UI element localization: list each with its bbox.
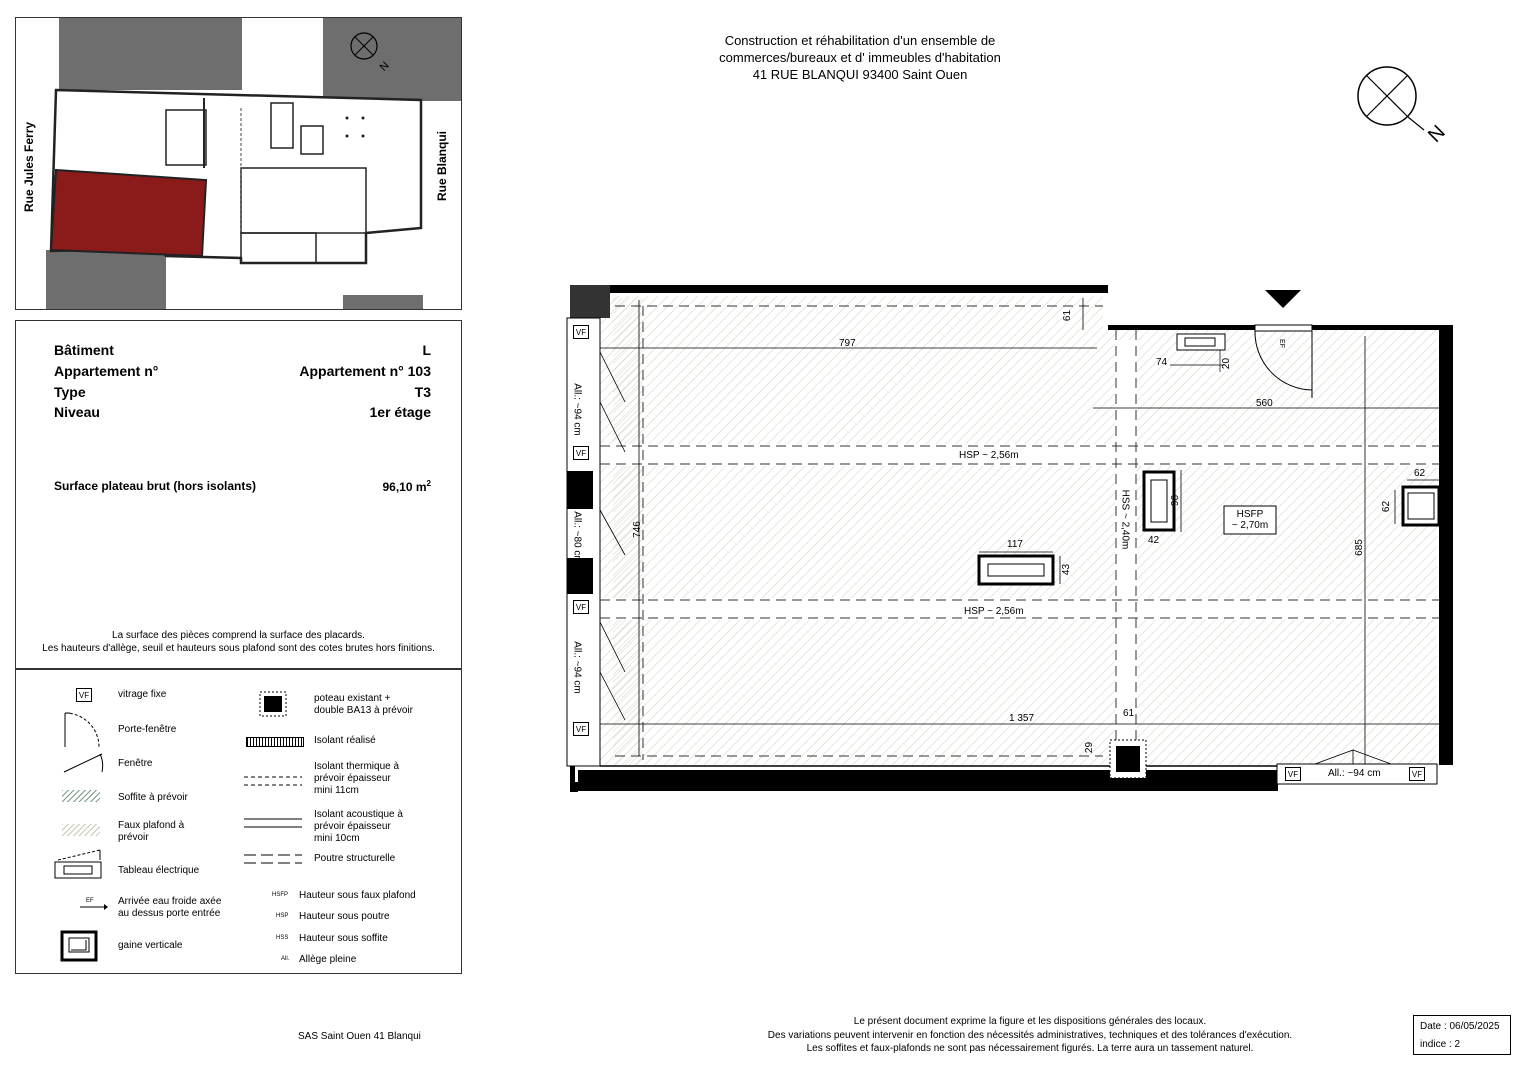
info-value-type: T3 — [414, 384, 431, 400]
allege-left-1: All.: ~94 cm — [571, 383, 583, 436]
apartment-info-panel — [15, 320, 462, 669]
hsp-label-bottom: HSP ~ 2,56m — [964, 606, 1024, 617]
legend-left-label-1: Porte-fenêtre — [118, 724, 177, 735]
legend-right-label-4: Poutre structurelle — [314, 853, 396, 864]
abbr-code-hss: HSS — [276, 935, 289, 941]
allege-bottom: All.: ~94 cm — [1328, 768, 1381, 779]
footer-line-2: Des variations peuvent intervenir en fonction des nécessités administratives, techniques et des tolérances d'exécution. — [767, 1029, 1293, 1041]
legend-right-label-3: Isolant acoustique à prévoir épaisseur mini 10cm — [314, 809, 403, 844]
door-icon — [62, 710, 102, 750]
header-line-2: commerces/bureaux et d' immeubles d'habitation — [719, 50, 1001, 65]
footer-line-1: Le présent document exprime la figure et les dispositions générales des locaux. — [853, 1016, 1207, 1027]
compass-icon — [1352, 64, 1452, 148]
legend-left-label-3: Soffite à prévoir — [118, 792, 188, 803]
header-title — [660, 32, 1060, 83]
false-ceiling-hatch-icon — [62, 824, 100, 836]
legend-left-label-2: Fenêtre — [118, 758, 153, 769]
dim-797: 797 — [839, 338, 856, 349]
dim-1357: 1 357 — [1009, 713, 1035, 724]
vertical-shaft-icon — [60, 930, 98, 962]
info-label-niveau: Niveau — [54, 404, 100, 420]
floor-plan — [555, 280, 1465, 800]
dim-20: 20 — [1221, 357, 1233, 370]
allege-left-2: All.: ~94 cm — [571, 641, 583, 694]
abbr-label-hsfp: Hauteur sous faux plafond — [299, 890, 416, 901]
dim-685: 685 — [1353, 539, 1365, 556]
abbr-label-hsp: Hauteur sous poutre — [299, 911, 390, 922]
abbr-code-hsp: HSP — [276, 913, 289, 919]
legend-left-label-4: Faux plafond à prévoir — [118, 820, 185, 843]
date-label: Date : 06/05/2025 — [1420, 1021, 1500, 1032]
dim-61-bottom: 61 — [1123, 708, 1135, 719]
abbr-code-hsfp: HSFP — [272, 892, 289, 898]
soffit-hatch-icon — [62, 790, 100, 802]
info-note-2: Les hauteurs d'allège, seuil et hauteurs sous plafond sont des cotes brutes hors finitions. — [42, 643, 435, 654]
street-label-left: Rue Jules Ferry — [22, 121, 36, 212]
info-value-niveau: 1er étage — [369, 404, 431, 420]
cold-water-arrow-icon — [78, 902, 108, 912]
hsfp-label-line-2: ~ 2,70m — [1231, 520, 1269, 531]
surface-value: 96,10 $m^2$ — [382, 479, 431, 494]
info-label-appartement: Appartement n° — [54, 363, 159, 379]
legend-left-label-0: vitrage fixe — [118, 689, 167, 700]
dim-117: 117 — [1007, 539, 1023, 550]
date-box — [1413, 1015, 1511, 1055]
site-plan-panel — [15, 17, 462, 310]
footer-company: SAS Saint Ouen 41 Blanqui — [298, 1031, 421, 1042]
hsfp-label-line-1: HSFP — [1236, 509, 1264, 520]
electrical-panel-icon — [54, 848, 104, 880]
hss-label: HSS ~ 2,40m — [1119, 489, 1131, 550]
vf-icon: VF — [76, 688, 92, 702]
legend-right-label-0: poteau existant + double BA13 à prévoir — [314, 693, 413, 716]
abbr-code-all: All. — [281, 956, 290, 962]
dim-43: 43 — [1061, 563, 1073, 576]
svg-text:N: N — [377, 59, 392, 74]
abbr-label-all: Allège pleine — [299, 954, 357, 965]
dim-746: 746 — [631, 521, 643, 538]
allege-left-mid: All.: ~80 cm — [571, 511, 583, 564]
dim-96: 96 — [1170, 494, 1182, 507]
hsp-label-top: HSP ~ 2,56m — [959, 450, 1019, 461]
dim-74: 74 — [1156, 357, 1168, 368]
info-value-batiment: L — [422, 342, 431, 358]
header-line-1: Construction et réhabilitation d'un ensemble de — [724, 33, 996, 48]
index-label: indice : 2 — [1420, 1039, 1461, 1050]
footer-line-3: Les soffites et faux-plafonds ne sont pas nécessairement figurés. La terre aura un tassement naturel. — [806, 1043, 1254, 1054]
ef-tag: EF — [1277, 339, 1285, 348]
beam-icon — [244, 852, 304, 866]
info-value-appartement: Appartement n° 103 — [299, 363, 431, 379]
header-line-3: 41 RUE BLANQUI 93400 Saint Ouen — [752, 67, 968, 82]
north-label: N — [1423, 121, 1450, 147]
dim-29: 29 — [1084, 741, 1096, 754]
insulation-done-icon — [246, 737, 304, 747]
legend-right-label-2: Isolant thermique à prévoir épaisseur mini 11cm — [314, 761, 400, 796]
dim-61-top: 61 — [1062, 309, 1074, 322]
acoustic-insulation-icon — [244, 816, 304, 830]
surface-label: Surface plateau brut (hors isolants) — [54, 479, 257, 493]
vf-tag-left-3: VF — [573, 600, 589, 614]
post-icon — [258, 690, 288, 718]
ef-label: EF — [86, 898, 94, 904]
street-label-right: Rue Blanqui — [435, 131, 449, 202]
legend-panel — [15, 669, 462, 974]
dim-62-top: 62 — [1414, 468, 1426, 479]
footer-disclaimer — [700, 1015, 1360, 1056]
legend-left-label-7: gaine verticale — [118, 940, 183, 951]
vf-tag-bottom-1: VF — [1285, 767, 1301, 781]
site-plan-drawing — [16, 18, 462, 310]
vf-tag-left-2: VF — [573, 446, 589, 460]
info-note-1: La surface des pièces comprend la surface des placards. — [112, 630, 365, 641]
abbr-label-hss: Hauteur sous soffite — [299, 933, 388, 944]
legend-left-label-5: Tableau électrique — [118, 865, 200, 876]
info-label-type: Type — [54, 384, 86, 400]
window-icon — [62, 750, 106, 774]
vf-tag-left-4: VF — [573, 722, 589, 736]
legend-right-label-1: Isolant réalisé — [314, 735, 376, 746]
hsfp-label — [1224, 509, 1276, 531]
dim-42: 42 — [1148, 535, 1160, 546]
vf-tag-left-1: VF — [573, 325, 589, 339]
legend-left-label-6: Arrivée eau froide axée au dessus porte entrée — [118, 896, 222, 919]
dim-560: 560 — [1256, 398, 1273, 409]
vf-tag-bottom-2: VF — [1409, 767, 1425, 781]
thermal-insulation-icon — [244, 774, 304, 788]
info-label-batiment: Bâtiment — [54, 342, 114, 358]
dim-62-side: 62 — [1381, 500, 1393, 513]
